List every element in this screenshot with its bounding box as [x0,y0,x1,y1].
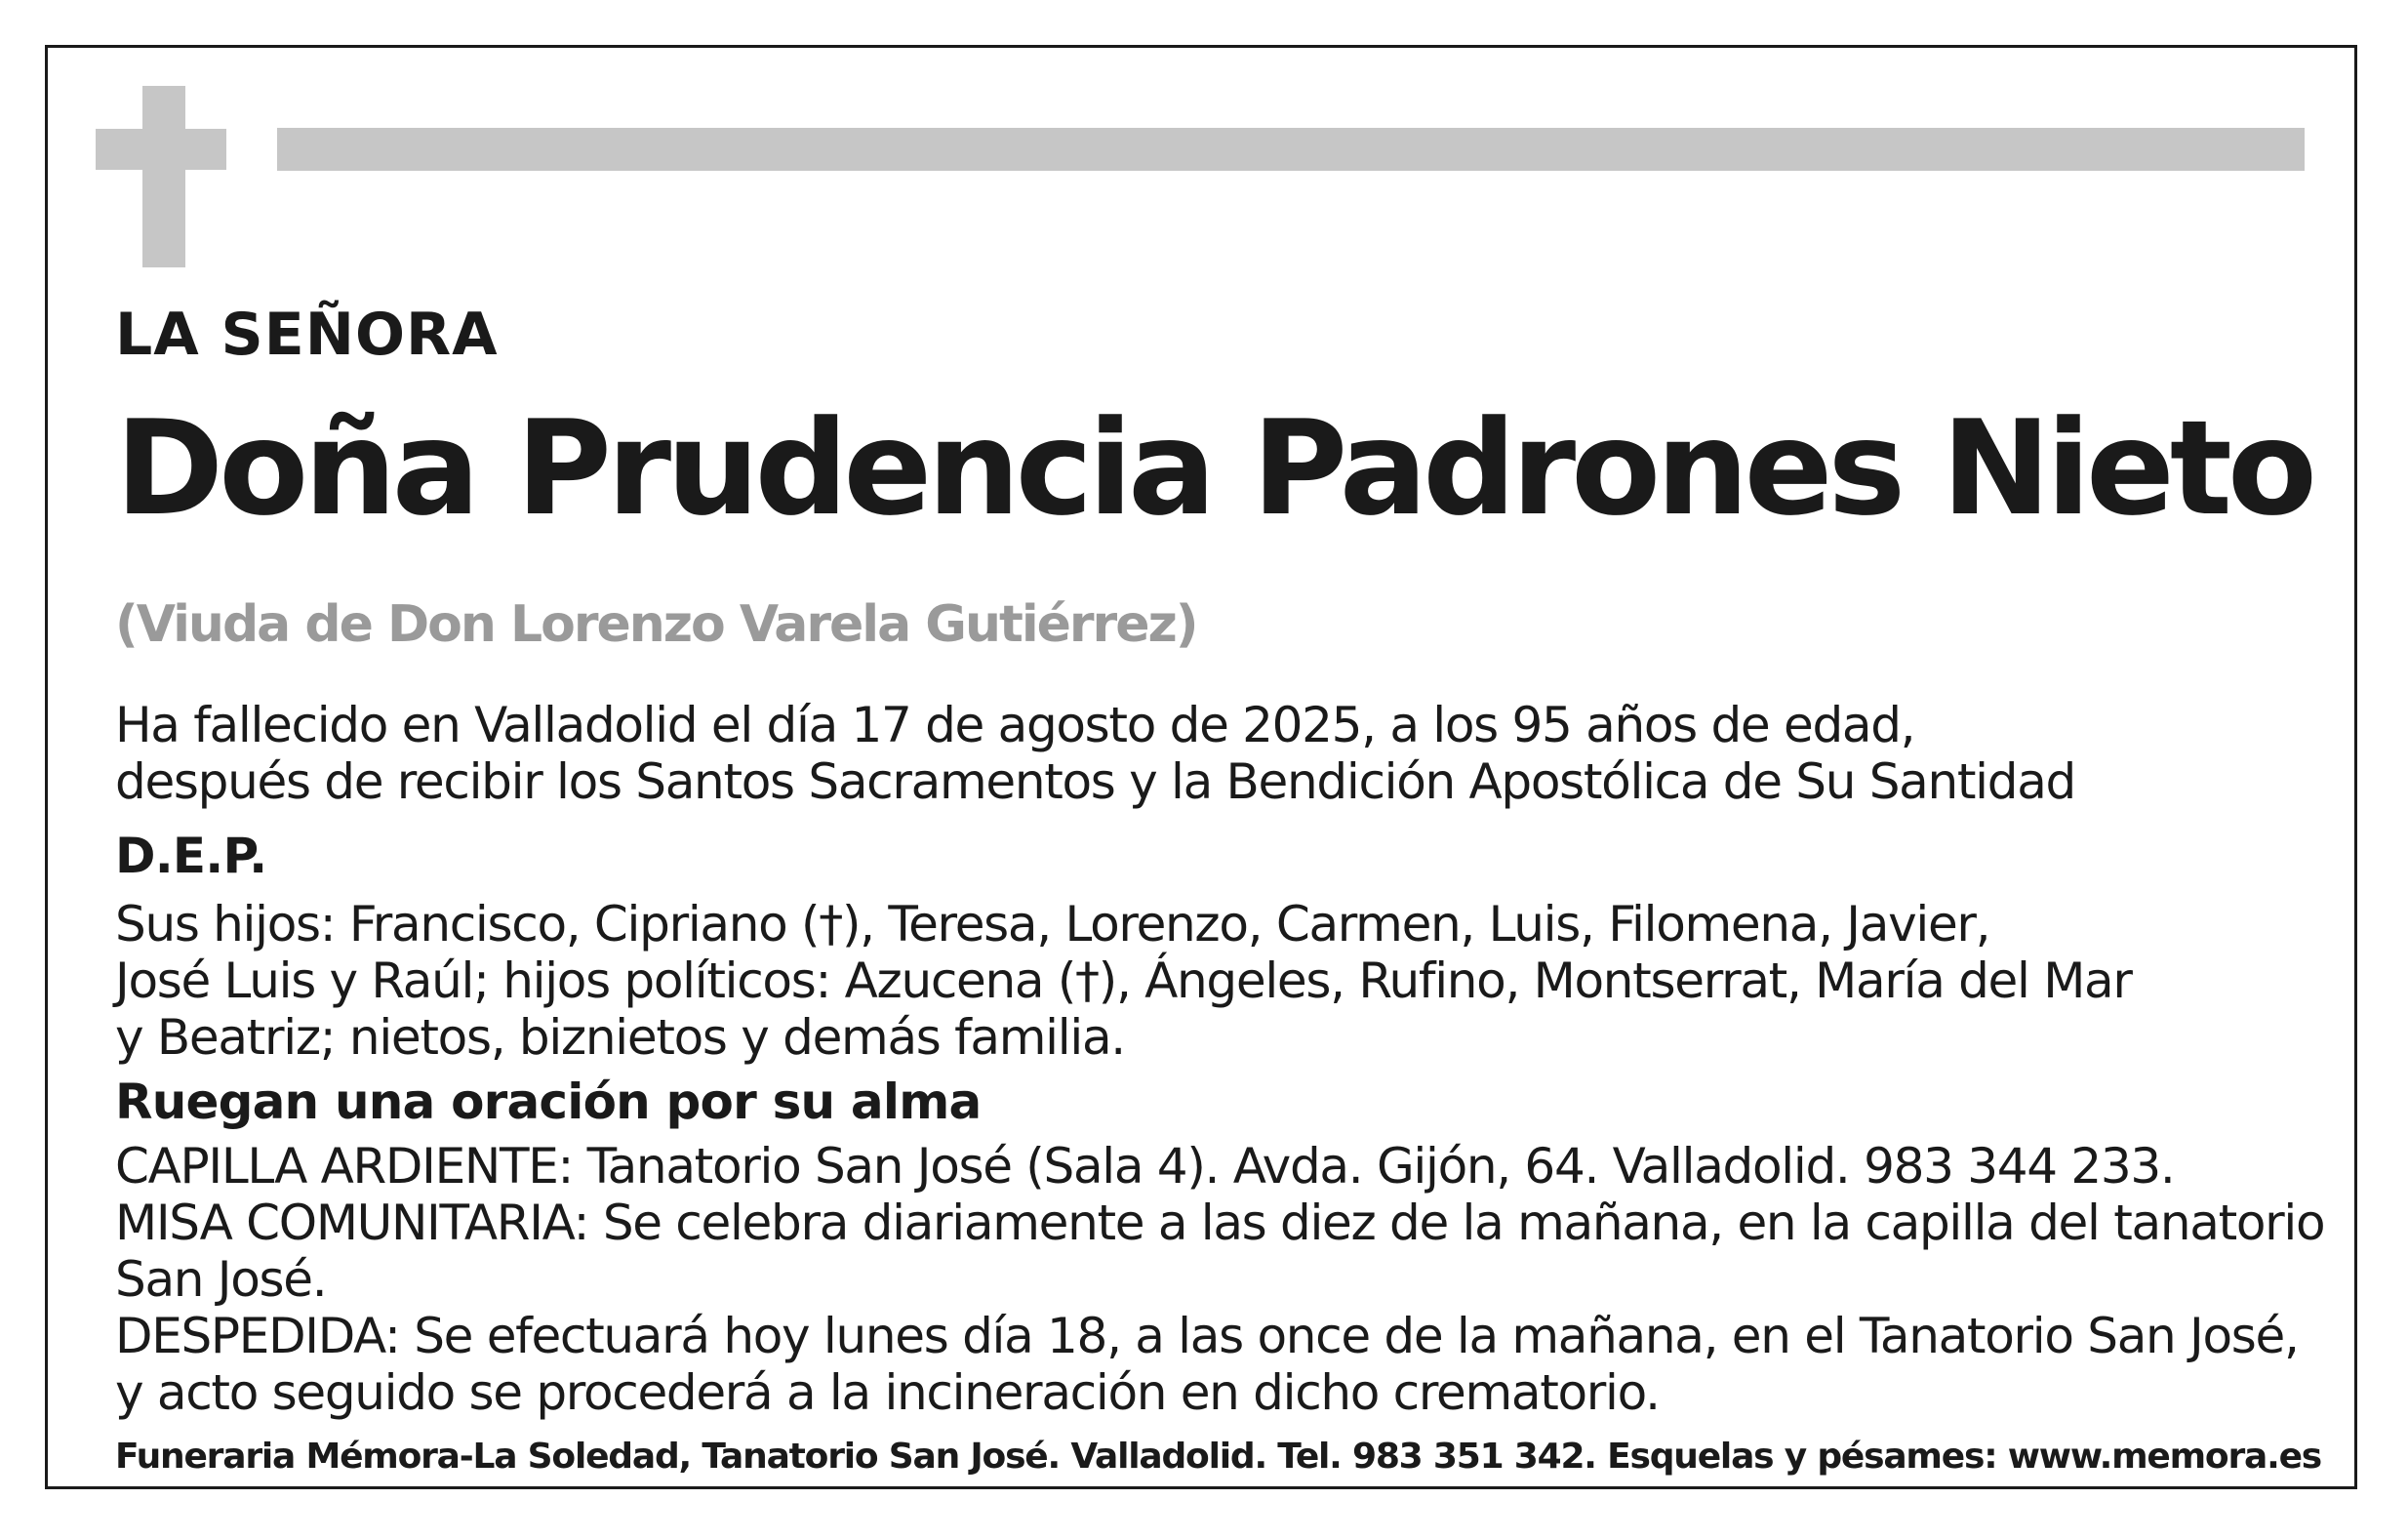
service-line: CAPILLA ARDIENTE: Tanatorio San José (Sala 4). Avda. Gijón, 64. Valladolid. 983 344 233. [115,1138,2175,1195]
rip-label: D.E.P. [115,828,267,884]
cross-vertical-bar [142,86,185,267]
death-line: Ha fallecido en Valladolid el día 17 de agosto de 2025, a los 95 años de edad, [115,697,1915,753]
honorific: LA SEÑORA [115,301,499,369]
death-line: después de recibir los Santos Sacramentos y la Bendición Apostólica de Su Santidad [115,753,2075,810]
header-rule [277,128,2305,171]
service-line: y acto seguido se procederá a la incineración en dicho crematorio. [115,1364,1660,1421]
funeral-home-footer: Funeraria Mémora-La Soledad, Tanatorio San José. Valladolid. Tel. 983 351 342. Esquelas y pésames: www.memora.es [115,1437,2322,1477]
family-line: José Luis y Raúl; hijos políticos: Azucena (†), Ángeles, Rufino, Montserrat, María del Mar [115,952,2132,1009]
family-line: y Beatriz; nietos, biznietos y demás familia. [115,1009,1125,1066]
family-line: Sus hijos: Francisco, Cipriano (†), Teresa, Lorenzo, Carmen, Luis, Filomena, Javier, [115,896,1990,952]
service-line: DESPEDIDA: Se efectuará hoy lunes día 18, a las once de la mañana, en el Tanatorio San José, [115,1308,2299,1364]
prayer-request: Ruegan una oración por su alma [115,1074,982,1130]
widow-of: (Viuda de Don Lorenzo Varela Gutiérrez) [115,595,1197,654]
service-line: MISA COMUNITARIA: Se celebra diariamente a las diez de la mañana, en la capilla del tanatorio [115,1195,2325,1251]
service-line: San José. [115,1251,327,1308]
deceased-name: Doña Prudencia Padrones Nieto [115,392,2312,545]
cross-horizontal-bar [96,129,226,170]
